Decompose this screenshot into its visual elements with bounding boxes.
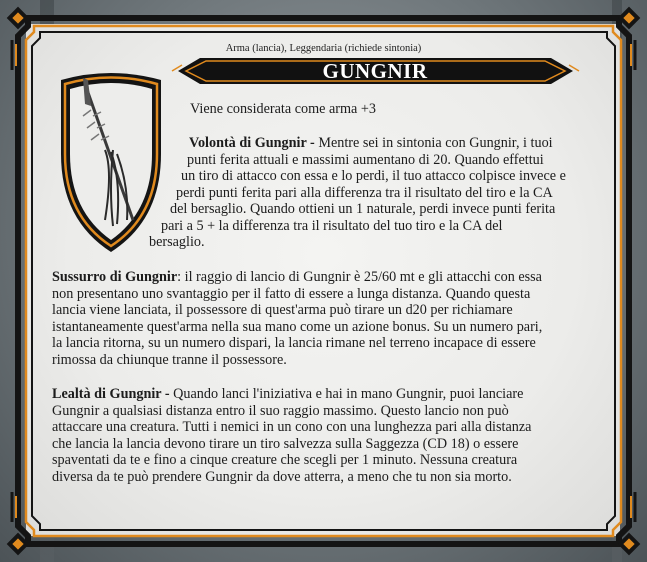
weapon-bonus-text: Viene considerata come arma +3 <box>190 101 376 117</box>
section-heading: Volontà di Gungnir <box>189 135 307 151</box>
section-line: spaventati da te e fino a cinque creature che scegli per 1 minuto. Nessuna creatura <box>52 452 518 468</box>
section-text: Mentre sei in sintonia con Gungnir, i tuoi <box>314 135 553 151</box>
heading-separator: : <box>177 269 182 285</box>
section-text: Quando lanci l'iniziativa e hai in mano Gungnir, puoi lanciare <box>169 386 524 402</box>
section-text: il raggio di lancio di Gungnir è 25/60 mt e gli attacchi con essa <box>181 269 542 285</box>
section-lealta <box>52 386 531 485</box>
section-volonta <box>0 135 647 251</box>
section-line: un tiro di attacco con essa e lo perdi, il tuo attacco colpisce invece e <box>181 168 566 184</box>
section-line <box>52 269 542 286</box>
section-line: punti ferita attuali e massimi aumentano di 20. Quando effettui <box>187 151 544 168</box>
section-line: diversa da te può prendere Gungnir da dove atterra, a meno che tu non sia morto. <box>52 468 512 485</box>
section-line <box>0 135 647 152</box>
section-line: lancia viene lanciata, il possessore di quest'arma può tirare un d20 per richiamare <box>52 302 513 318</box>
section-line: attaccare una creatura. Tutti i nemici in un cono con una lunghezza pari alla distanza <box>52 419 532 435</box>
section-line <box>52 386 531 403</box>
section-line: rimossa da chiunque tranne il possessore. <box>52 351 287 368</box>
section-line: non presentano uno svantaggio per il fatto di essere a lunga distanza. Quando questa <box>52 285 531 302</box>
section-line: perdi punti ferita pari alla differenza tra il risultato del tiro e la CA <box>176 184 553 201</box>
heading-separator: - <box>306 135 315 151</box>
section-heading: Lealtà di Gungnir <box>52 386 162 402</box>
section-line: istantaneamente quest'arma nella sua mano come un azione bonus. Su un numero pari, <box>52 318 543 335</box>
section-line: Gungnir a qualsiasi distanza entro il suo raggio massimo. Questo lancio non può <box>52 402 509 419</box>
section-line: che lancia la lancia devono tirare un tiro salvezza sulla Saggezza (CD 18) o essere <box>52 435 519 452</box>
section-line: pari a 5 + la differenza tra il risultato del tuo tiro e la CA del <box>161 217 503 234</box>
heading-separator: - <box>161 386 170 402</box>
item-title: GUNGNIR <box>322 59 428 83</box>
section-line: bersaglio. <box>149 234 205 250</box>
section-line: del bersaglio. Quando ottieni un 1 naturale, perdi invece punti ferita <box>170 201 556 217</box>
item-subtitle: Arma (lancia), Leggendaria (richiede sintonia) <box>225 43 422 54</box>
section-line: la lancia ritorna, su un numero dispari, la lancia rimane nel terreno incapace di essere <box>52 335 536 351</box>
section-sussurro <box>52 269 542 368</box>
section-heading: Sussurro di Gungnir <box>52 269 178 285</box>
